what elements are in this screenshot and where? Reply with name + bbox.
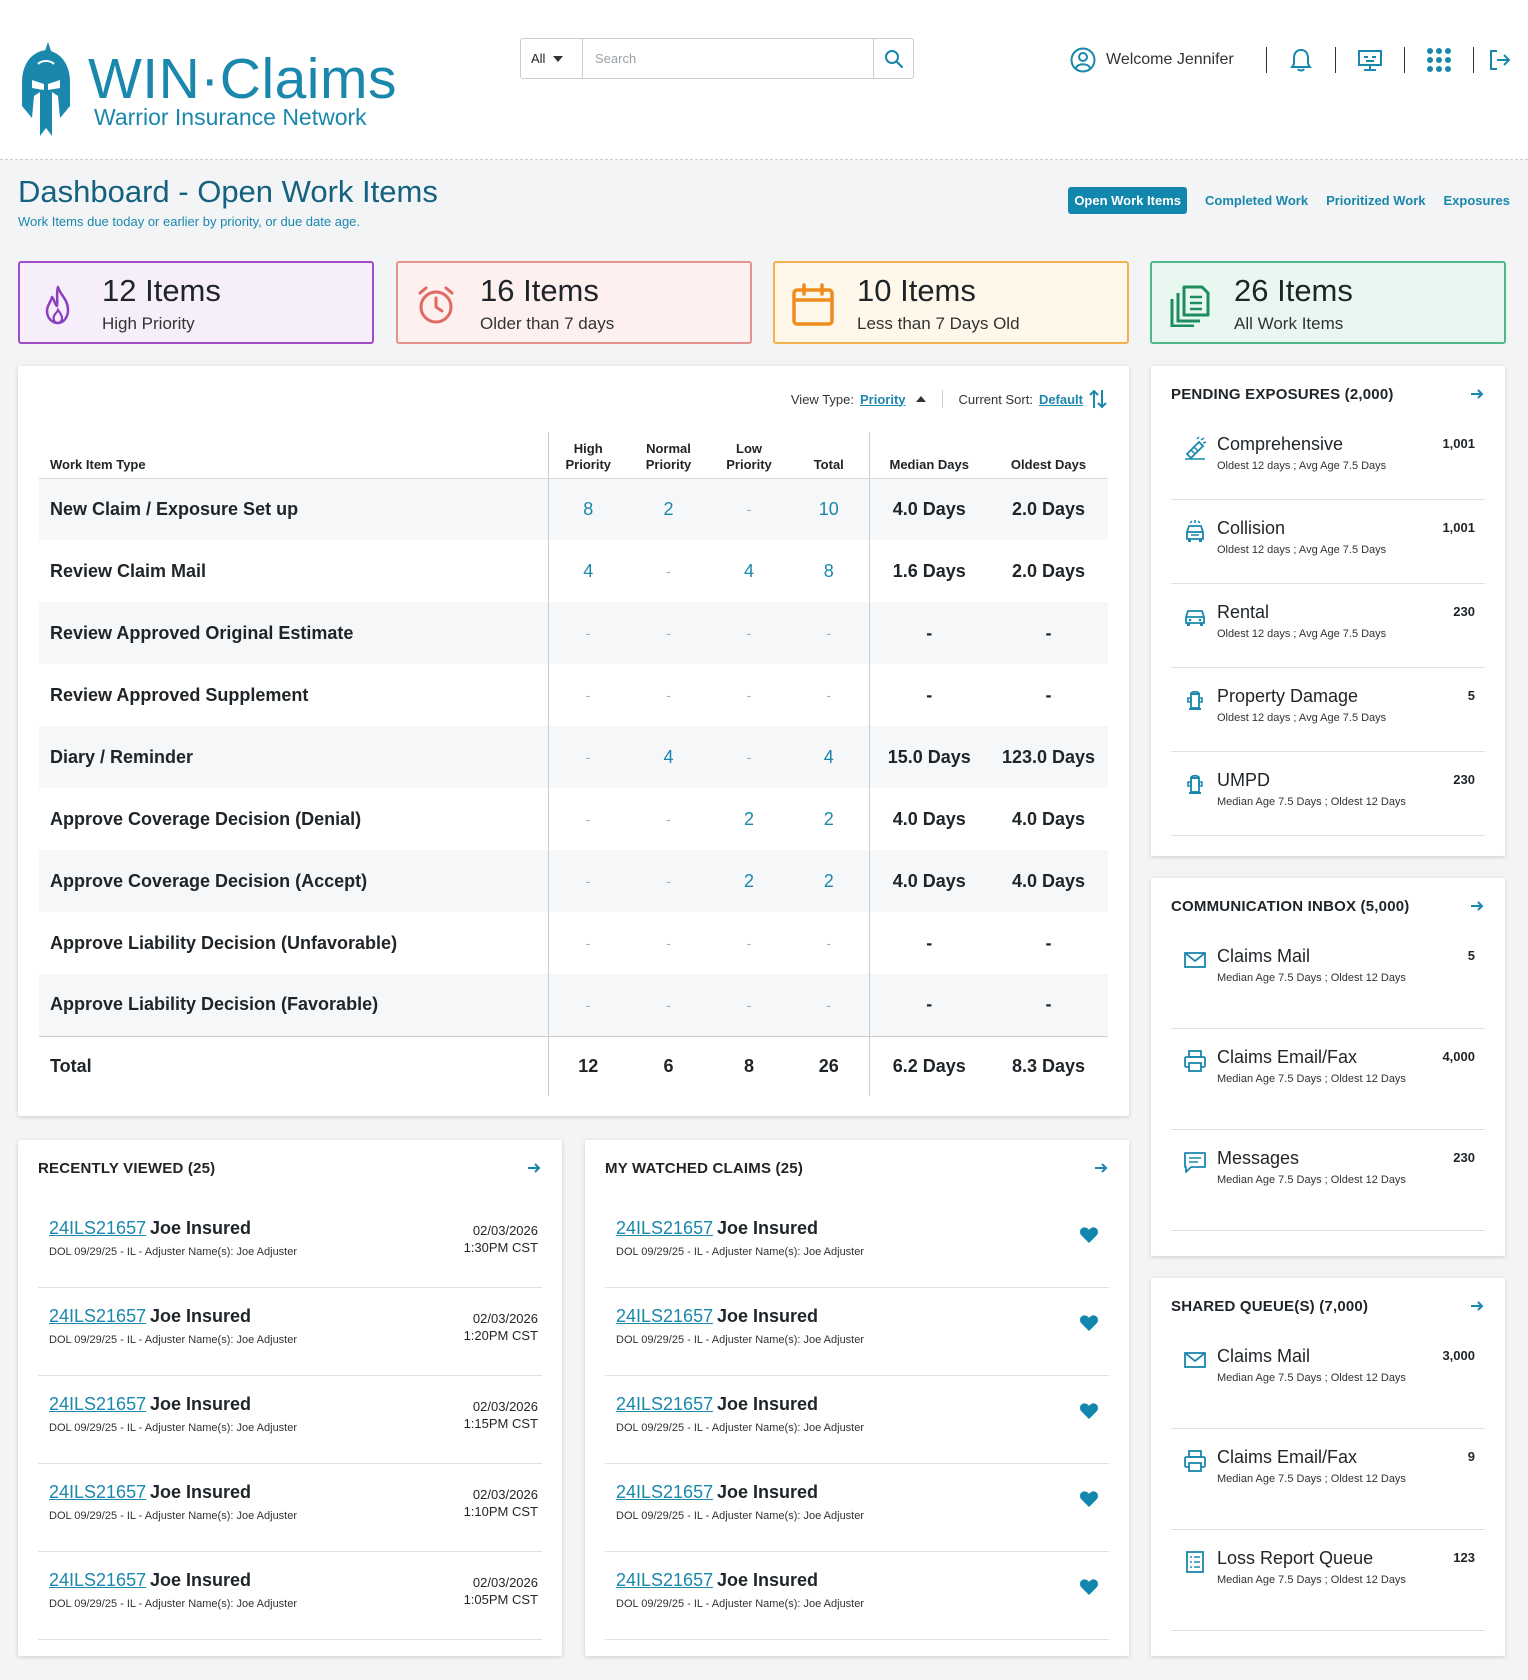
count-high: - [548,664,628,726]
work-item-type: Approve Liability Decision (Favorable) [39,974,548,1036]
oldest-days: 2.0 Days [1011,560,1086,581]
queue-item[interactable] [1171,1530,1485,1631]
tab-exposures[interactable]: Exposures [1443,193,1510,208]
count-high: - [548,850,628,912]
search-scope-select[interactable] [521,39,583,78]
tab-open-work-items[interactable]: Open Work Items [1068,187,1187,214]
count-total: - [789,602,869,664]
stat-card-all-work-items[interactable] [1150,261,1506,344]
stat-count: 26 Items [1234,273,1353,308]
count-low[interactable]: 4 [743,560,754,581]
claim-list-item[interactable] [38,1200,542,1288]
insured-name: Joe Insured [717,1570,819,1590]
header-line: Priority [645,456,692,472]
hydrant-icon [1183,688,1207,712]
viewed-timestamp [464,1486,538,1520]
count-high[interactable]: 8 [548,478,628,540]
report-list-icon [1183,1550,1207,1574]
arrow-right-icon[interactable] [1469,386,1485,402]
oldest-days: - [1045,684,1052,705]
tab-prioritized-work[interactable]: Prioritized Work [1326,193,1426,208]
oldest-days: 4.0 Days [989,850,1108,912]
count-low: - [709,974,789,1036]
sort-label: Current Sort: [958,391,1033,407]
col-header-total[interactable]: Total [789,432,869,478]
queue-name: Rental [1217,602,1270,622]
insured-name: Joe Insured [717,1482,819,1502]
claim-number-link[interactable]: 24ILS21657 [616,1306,714,1326]
stat-card-older-than-7-days[interactable] [396,261,752,344]
queue-name: Messages [1217,1148,1300,1168]
arrow-right-icon[interactable] [1469,1298,1485,1314]
claim-number-link[interactable]: 24ILS21657 [616,1218,714,1238]
chevron-down-icon [553,56,563,62]
arrow-right-icon[interactable] [1093,1160,1109,1176]
claim-details: DOL 09/29/25 - IL - Adjuster Name(s): Joe Adjuster [49,1422,298,1434]
mail-icon [1183,1348,1207,1372]
queue-age-summary: Median Age 7.5 Days ; Oldest 12 Days [1217,1174,1406,1186]
viewed-timestamp [464,1222,538,1256]
table-row[interactable] [39,788,1108,850]
alarm-clock-icon [414,283,458,327]
communication-inbox-card [1151,878,1505,1256]
median-days: - [869,602,989,664]
claim-details: DOL 09/29/25 - IL - Adjuster Name(s): Joe Adjuster [616,1246,865,1258]
col-header-median[interactable]: Median Days [869,432,989,478]
col-header-oldest[interactable]: Oldest Days [989,432,1108,478]
queue-item[interactable] [1171,1429,1485,1530]
view-type-select[interactable]: Priority [860,391,906,407]
heart-icon[interactable] [1079,1226,1099,1249]
apps-grid-icon [1426,47,1452,73]
page-title: Dashboard - Open Work Items [18,174,438,209]
viewed-time: 1:15PM CST [463,1416,538,1431]
queue-name: Loss Report Queue [1217,1548,1374,1568]
queue-count: 230 [1453,1150,1475,1165]
count-normal: - [666,811,671,827]
heart-icon[interactable] [1079,1402,1099,1425]
count-normal: - [628,850,709,912]
queue-item[interactable] [1171,1328,1485,1429]
count-low[interactable]: 2 [709,850,789,912]
queue-age-summary: Median Age 7.5 Days ; Oldest 12 Days [1217,972,1406,984]
stat-label: High Priority [102,314,195,333]
count-total[interactable]: 4 [789,726,869,788]
queue-item[interactable] [1171,928,1485,1029]
count-high: - [548,788,628,850]
search-input[interactable] [583,39,873,78]
table-row[interactable] [39,664,1108,726]
queue-count: 1,001 [1442,436,1475,451]
calendar-icon [791,283,835,327]
insured-name: Joe Insured [150,1394,252,1414]
header-line: Priority [726,456,772,472]
insured-name: Joe Insured [150,1218,252,1238]
car-crash-icon [1183,520,1207,544]
notifications-button[interactable] [1267,47,1335,73]
arrow-right-icon[interactable] [1469,898,1485,914]
count-total[interactable]: 2 [789,850,869,912]
queue-item[interactable] [1171,752,1485,836]
insured-name: Joe Insured [717,1306,819,1326]
viewed-date: 02/03/2026 [472,1223,538,1238]
card-title: COMMUNICATION INBOX (5,000) [1171,898,1410,915]
count-low: - [709,478,789,540]
claim-details: DOL 09/29/25 - IL - Adjuster Name(s): Joe Adjuster [616,1334,865,1346]
viewed-time: 1:05PM CST [463,1592,538,1607]
claim-details: DOL 09/29/25 - IL - Adjuster Name(s): Joe Adjuster [616,1510,865,1522]
queue-name: Collision [1217,518,1286,538]
stat-card-less-than-7-days[interactable] [773,261,1129,344]
work-item-type: Review Approved Supplement [50,684,309,705]
oldest-days: - [989,974,1108,1036]
count-high: - [548,726,628,788]
work-item-type: Approve Coverage Decision (Denial) [50,808,362,829]
queue-count: 1,001 [1442,520,1475,535]
arrow-right-icon[interactable] [526,1160,542,1176]
work-item-type: Review Claim Mail [50,560,207,581]
queue-age-summary: Median Age 7.5 Days ; Oldest 12 Days [1217,796,1406,808]
work-items-card [18,366,1129,1116]
count-normal: - [666,687,671,703]
work-item-type: New Claim / Exposure Set up [39,478,548,540]
queue-name: Claims Mail [1217,1346,1311,1366]
viewed-timestamp [464,1574,538,1608]
sort-select[interactable]: Default [1038,391,1083,407]
queue-age-summary: Median Age 7.5 Days ; Oldest 12 Days [1217,1073,1406,1085]
recently-viewed-card [18,1140,562,1656]
viewed-date: 02/03/2026 [472,1399,538,1414]
apps-button[interactable] [1405,47,1473,73]
claim-number-link[interactable]: 24ILS21657 [616,1570,714,1590]
stat-label: Less than 7 Days Old [857,314,1020,333]
table-row[interactable] [39,540,1108,602]
median-days: 1.6 Days [869,540,989,602]
queue-item[interactable] [1171,416,1485,500]
count-low: - [709,602,789,664]
table-total-row [39,1036,1108,1096]
queue-count: 230 [1453,604,1475,619]
card-title: MY WATCHED CLAIMS (25) [605,1160,804,1177]
count-low: - [746,935,752,951]
queue-count: 3,000 [1442,1348,1475,1363]
claim-list-item[interactable] [38,1376,542,1464]
card-title: PENDING EXPOSURES (2,000) [1171,386,1394,403]
median-days: - [869,912,989,974]
col-header-normal[interactable] [628,432,709,478]
watched-claims-card [585,1140,1129,1656]
mail-icon [1183,948,1207,972]
median-days: - [869,664,989,726]
claim-details: DOL 09/29/25 - IL - Adjuster Name(s): Joe Adjuster [616,1422,865,1434]
count-low: 8 [709,1036,789,1096]
screen-share-button[interactable] [1336,48,1404,72]
queue-age-summary: Oldest 12 days ; Avg Age 7.5 Days [1217,628,1387,640]
queue-count: 230 [1453,772,1475,787]
queue-count: 123 [1453,1550,1475,1565]
viewed-time: 1:30PM CST [463,1240,538,1255]
queue-name: UMPD [1217,770,1270,790]
queue-item[interactable] [1171,584,1485,668]
oldest-days: - [1045,932,1052,953]
count-total[interactable]: 2 [823,808,834,829]
flame-icon [36,283,80,327]
viewed-date: 02/03/2026 [472,1311,538,1326]
printer-icon [1183,1449,1207,1473]
queue-count: 9 [1467,1449,1475,1464]
viewed-timestamp [464,1310,538,1344]
queue-name: Claims Email/Fax [1217,1047,1358,1067]
claim-list-item[interactable] [38,1464,542,1552]
oldest-days: 123.0 Days [989,726,1108,788]
viewed-time: 1:20PM CST [463,1328,538,1343]
claim-number-link[interactable]: 24ILS21657 [49,1570,147,1590]
queue-item[interactable] [1171,1029,1485,1130]
queue-item[interactable] [1171,500,1485,584]
view-controls [791,388,1107,410]
oldest-days: 8.3 Days [989,1036,1108,1096]
count-normal[interactable]: 2 [628,478,709,540]
count-high: - [548,974,628,1036]
stat-count: 12 Items [102,273,221,308]
col-header-type[interactable]: Work Item Type [39,432,548,478]
card-title: RECENTLY VIEWED (25) [38,1160,216,1177]
claim-list-item[interactable] [605,1552,1109,1640]
count-low: - [746,687,752,703]
global-search [520,38,914,79]
documents-icon [1168,283,1212,327]
logout-icon [1488,48,1512,72]
count-normal: - [628,602,709,664]
median-days: 4.0 Days [869,788,989,850]
header-line: High [573,440,603,456]
work-item-type: Total [39,1036,548,1096]
viewed-timestamp [464,1398,538,1432]
viewed-date: 02/03/2026 [472,1575,538,1590]
view-type-label: View Type: [790,391,854,407]
queue-name: Property Damage [1217,686,1359,706]
count-total: - [826,687,832,703]
header-line: Normal [646,440,691,456]
median-days: 15.0 Days [869,726,989,788]
table-row[interactable] [39,726,1108,788]
work-item-type: Approve Liability Decision (Unfavorable) [50,932,398,953]
heart-icon[interactable] [1079,1578,1099,1601]
claim-number-link[interactable]: 24ILS21657 [49,1394,147,1414]
queue-count: 5 [1467,688,1475,703]
queue-count: 4,000 [1442,1049,1475,1064]
claim-details: DOL 09/29/25 - IL - Adjuster Name(s): Joe Adjuster [49,1598,298,1610]
insured-name: Joe Insured [150,1482,252,1502]
count-high[interactable]: 4 [548,540,628,602]
count-low: - [709,726,789,788]
stat-label: All Work Items [1234,314,1344,333]
table-row[interactable] [39,478,1108,540]
queue-item[interactable] [1171,1130,1485,1231]
card-title: SHARED QUEUE(S) (7,000) [1171,1298,1369,1315]
median-days: - [869,974,989,1036]
table-row[interactable] [39,974,1108,1036]
page-subtitle: Work Items due today or earlier by priority, or due date age. [18,214,361,229]
welcome-text: Welcome Jennifer [1106,51,1234,68]
oldest-days: 4.0 Days [1011,808,1086,829]
count-high: - [548,912,628,974]
stat-label: Older than 7 days [480,314,615,333]
viewed-date: 02/03/2026 [472,1487,538,1502]
count-total[interactable]: 8 [823,560,834,581]
hail-icon [1183,436,1207,460]
stat-count: 16 Items [480,273,599,308]
queue-age-summary: Median Age 7.5 Days ; Oldest 12 Days [1217,1574,1406,1586]
search-icon [884,49,904,69]
count-normal: - [666,563,671,579]
pending-exposures-card [1151,366,1505,856]
oldest-days: - [989,602,1108,664]
claim-list-item[interactable] [605,1464,1109,1552]
search-button[interactable] [873,39,913,78]
insured-name: Joe Insured [150,1570,252,1590]
queue-age-summary: Oldest 12 days ; Avg Age 7.5 Days [1217,544,1387,556]
claim-list-item[interactable] [38,1288,542,1376]
count-normal[interactable]: 4 [628,726,709,788]
car-icon [1183,604,1207,628]
spartan-helmet-icon [18,40,74,136]
count-high: - [548,602,628,664]
col-header-high[interactable] [548,432,628,478]
median-days: 6.2 Days [869,1036,989,1096]
heart-icon[interactable] [1079,1314,1099,1337]
queue-count: 5 [1467,948,1475,963]
table-row[interactable] [39,912,1108,974]
hydrant-icon [1183,772,1207,796]
median-days: 4.0 Days [869,850,989,912]
count-normal: 6 [628,1036,709,1096]
app-header [0,0,1528,160]
monitor-icon [1357,48,1383,72]
header-line: Low [736,440,762,456]
caret-up-icon[interactable] [916,396,926,402]
claim-list-item[interactable] [38,1552,542,1640]
work-items-table [39,432,1108,1096]
count-high: 12 [548,1036,628,1096]
table-header-row [39,432,1108,478]
header-line: Priority [565,456,611,472]
claim-details: DOL 09/29/25 - IL - Adjuster Name(s): Joe Adjuster [49,1510,298,1522]
claim-number-link[interactable]: 24ILS21657 [49,1218,147,1238]
claim-details: DOL 09/29/25 - IL - Adjuster Name(s): Joe Adjuster [49,1246,298,1258]
message-icon [1183,1150,1207,1174]
count-total: 26 [789,1036,869,1096]
viewed-time: 1:10PM CST [463,1504,538,1519]
queue-name: Comprehensive [1217,434,1344,454]
work-item-type: Diary / Reminder [39,726,548,788]
claim-number-link[interactable]: 24ILS21657 [616,1394,714,1414]
count-total: - [789,974,869,1036]
queue-age-summary: Oldest 12 days ; Avg Age 7.5 Days [1217,712,1387,724]
claim-list-item[interactable] [605,1376,1109,1464]
claim-details: DOL 09/29/25 - IL - Adjuster Name(s): Joe Adjuster [616,1598,865,1610]
count-total[interactable]: 10 [789,478,869,540]
claim-number-link[interactable]: 24ILS21657 [49,1306,147,1326]
table-row[interactable] [39,850,1108,912]
claim-details: DOL 09/29/25 - IL - Adjuster Name(s): Joe Adjuster [49,1334,298,1346]
queue-name: Claims Email/Fax [1217,1447,1358,1467]
claim-number-link[interactable]: 24ILS21657 [49,1482,147,1502]
stat-card-high-priority[interactable] [18,261,374,344]
queue-item[interactable] [1171,668,1485,752]
work-items-body [39,478,1108,1096]
bell-icon [1289,47,1313,73]
brand-subtitle: Warrior Insurance Network [94,104,367,130]
user-circle-icon[interactable] [1070,47,1096,73]
work-item-type: Review Approved Original Estimate [39,602,548,664]
count-normal: - [628,974,709,1036]
claim-number-link[interactable]: 24ILS21657 [616,1482,714,1502]
shared-queues-card [1151,1278,1505,1656]
brand-logo[interactable] [18,40,397,140]
queue-age-summary: Median Age 7.5 Days ; Oldest 12 Days [1217,1473,1406,1485]
search-scope-value: All [531,51,546,66]
printer-icon [1183,1049,1207,1073]
count-normal: - [666,935,671,951]
sort-arrows-icon[interactable] [1089,388,1107,410]
user-toolbar [1070,42,1526,78]
table-row[interactable] [39,602,1108,664]
insured-name: Joe Insured [717,1394,819,1414]
claim-list-item[interactable] [605,1288,1109,1376]
queue-age-summary: Median Age 7.5 Days ; Oldest 12 Days [1217,1372,1406,1384]
col-header-low[interactable] [709,432,789,478]
oldest-days: 2.0 Days [989,478,1108,540]
stat-count: 10 Items [857,273,976,308]
brand-title: WIN·Claims [88,47,397,111]
claim-list-item[interactable] [605,1200,1109,1288]
median-days: 4.0 Days [869,478,989,540]
tab-completed-work[interactable]: Completed Work [1205,193,1309,208]
count-total: - [826,935,832,951]
insured-name: Joe Insured [150,1306,252,1326]
queue-age-summary: Oldest 12 days ; Avg Age 7.5 Days [1217,460,1387,472]
queue-name: Claims Mail [1217,946,1311,966]
heart-icon[interactable] [1079,1490,1099,1513]
dashboard-tabs [1068,187,1510,214]
work-item-type: Approve Coverage Decision (Accept) [39,850,548,912]
logout-button[interactable] [1474,48,1526,72]
divider [942,390,943,408]
insured-name: Joe Insured [717,1218,819,1238]
count-low[interactable]: 2 [743,808,754,829]
